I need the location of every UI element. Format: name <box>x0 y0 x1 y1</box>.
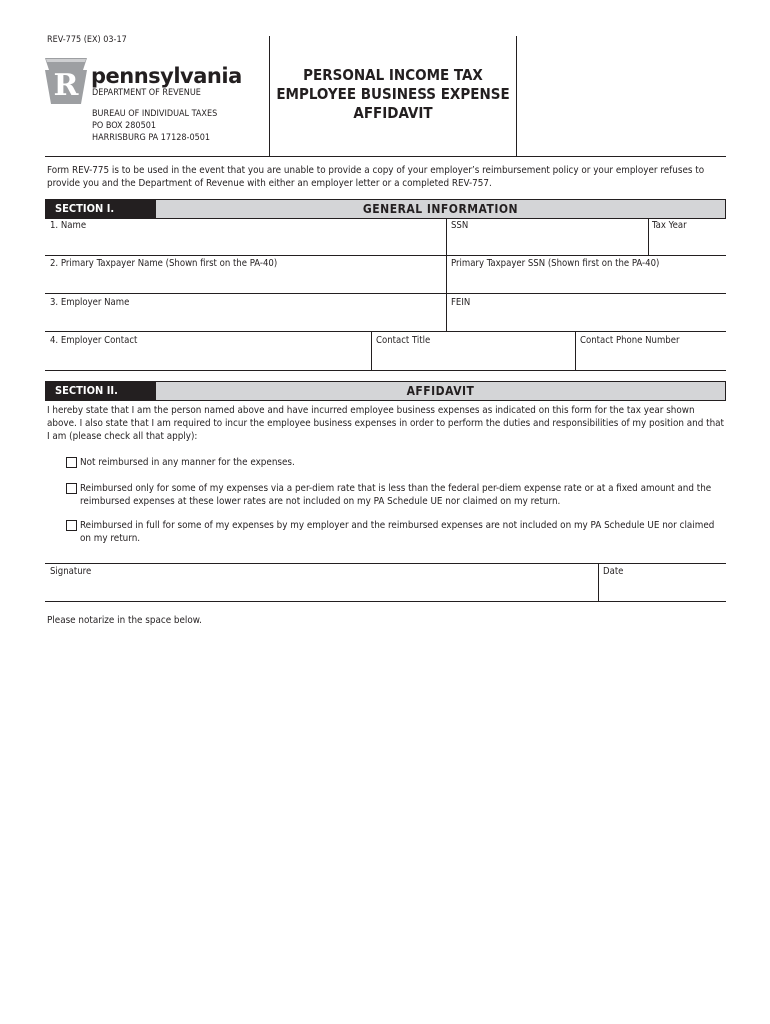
keystone-logo-icon <box>45 58 87 104</box>
grid-line <box>45 601 726 602</box>
agency-name: pennsylvania <box>91 64 242 88</box>
title-line: PERSONAL INCOME TAX <box>303 66 483 84</box>
title-line: AFFIDAVIT <box>353 104 433 122</box>
grid-line <box>45 370 726 371</box>
name-field[interactable]: 1. Name <box>50 220 87 231</box>
notarize-instruction: Please notarize in the space below. <box>47 615 202 626</box>
primary-taxpayer-ssn-field[interactable]: Primary Taxpayer SSN (Shown first on the PA-40) <box>451 258 660 269</box>
option-1-label: Not reimbursed in any manner for the expenses. <box>80 457 295 468</box>
grid-line <box>45 331 726 332</box>
header-divider-right <box>516 36 517 156</box>
section-1-header <box>45 199 726 219</box>
ssn-field[interactable]: SSN <box>451 220 469 231</box>
primary-taxpayer-name-field[interactable]: 2. Primary Taxpayer Name (Shown first on the PA-40) <box>50 258 278 269</box>
contact-title-field[interactable]: Contact Title <box>376 335 431 346</box>
address-line: PO BOX 280501 <box>92 121 157 131</box>
grid-line <box>446 294 447 332</box>
svg-text:R: R <box>53 68 79 103</box>
employer-name-field[interactable]: 3. Employer Name <box>50 297 130 308</box>
option-3-checkbox[interactable] <box>66 520 77 531</box>
section-2-tag: SECTION II. <box>46 382 156 400</box>
signature-field[interactable]: Signature <box>50 566 92 577</box>
option-1-checkbox[interactable] <box>66 457 77 468</box>
grid-line <box>45 293 726 294</box>
form-code: REV-775 (EX) 03-17 <box>47 35 127 45</box>
fein-field[interactable]: FEIN <box>451 297 471 308</box>
grid-line <box>446 256 447 294</box>
section-1-tag: SECTION I. <box>46 200 156 218</box>
option-3-label: Reimbursed in full for some of my expenses by my employer and the reimbursed expenses are not included on my PA Schedule UE nor claimed on my return. <box>80 520 715 544</box>
grid-line <box>45 255 726 256</box>
section-2-title: AFFIDAVIT <box>406 384 475 398</box>
grid-line <box>575 332 576 370</box>
grid-line <box>446 218 447 256</box>
grid-line <box>45 563 726 564</box>
option-2-label: Reimbursed only for some of my expenses via a per-diem rate that is less than the federal per-diem expense rate or at a fixed amount and the reimbursed expenses at these lower rates are not included on my PA Schedule UE nor claimed on my return. <box>80 483 712 507</box>
grid-line <box>371 332 372 370</box>
title-line: EMPLOYEE BUSINESS EXPENSE <box>276 85 510 103</box>
section-2-header <box>45 381 726 401</box>
section-1-title: GENERAL INFORMATION <box>362 202 519 216</box>
tax-year-field[interactable]: Tax Year <box>652 220 687 231</box>
affidavit-statement: I hereby state that I am the person named above and have incurred employee business expenses as indicated on this form for the tax year shown above. I also state that I am required to incur the employee business expenses in order to perform the duties and responsibilities of my position and that I am (please check all that apply): <box>47 405 725 442</box>
option-2-checkbox[interactable] <box>66 483 77 494</box>
address-line: HARRISBURG PA 17128-0501 <box>92 133 211 143</box>
contact-phone-field[interactable]: Contact Phone Number <box>580 335 680 346</box>
grid-line <box>648 218 649 256</box>
intro-paragraph: Form REV-775 is to be used in the event that you are unable to provide a copy of your employer’s reimbursement policy or your employer refuses to provide you and the Department of Revenue with either an employer letter or a completed REV-757. <box>47 165 705 189</box>
date-field[interactable]: Date <box>603 566 624 577</box>
grid-line <box>598 563 599 602</box>
header-rule <box>45 156 726 157</box>
form-title <box>270 66 516 123</box>
mailing-address <box>92 108 217 144</box>
address-line: BUREAU OF INDIVIDUAL TAXES <box>92 109 218 119</box>
employer-contact-field[interactable]: 4. Employer Contact <box>50 335 138 346</box>
department-name: DEPARTMENT OF REVENUE <box>92 88 201 98</box>
